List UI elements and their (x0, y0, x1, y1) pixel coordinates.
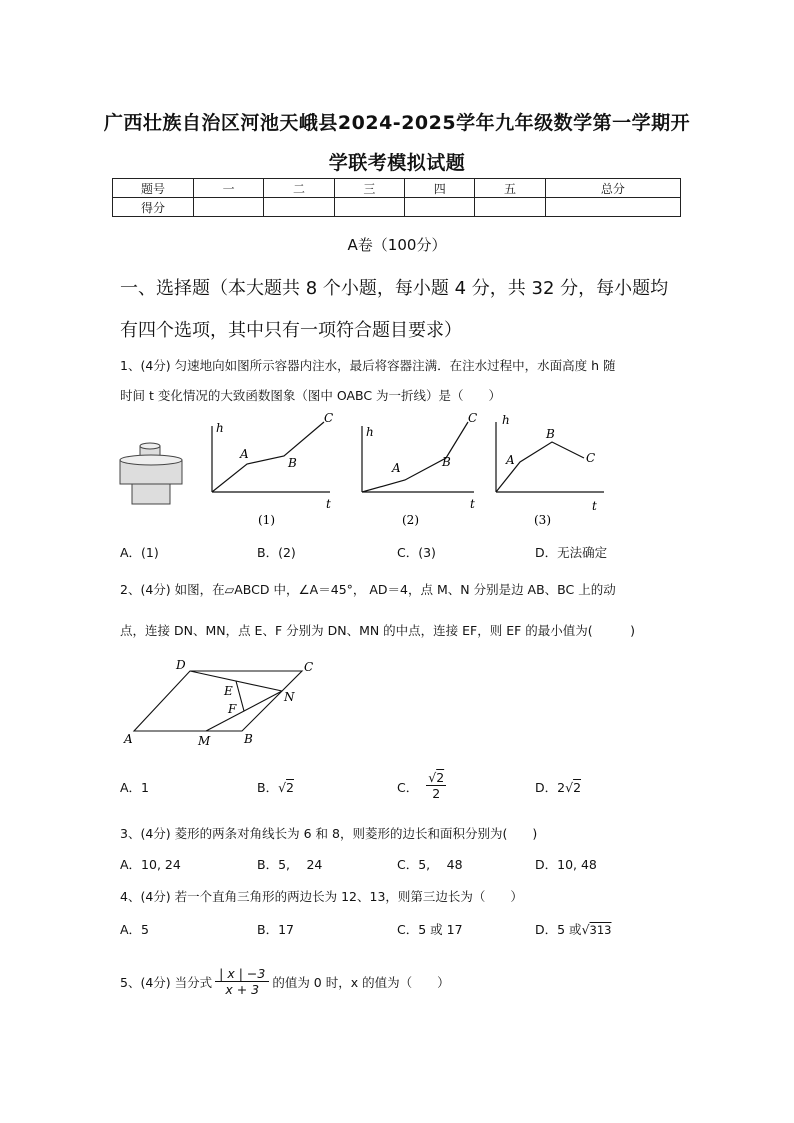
q3-option-a[interactable]: A．10, 24 (120, 857, 181, 872)
graph-1-point-c: C (324, 411, 334, 425)
q4-option-b[interactable]: B．17 (257, 922, 294, 937)
graph-1 (212, 422, 330, 492)
q2-option-b-label: B． (257, 780, 279, 795)
score-cell[interactable] (334, 198, 404, 217)
point-m: M (198, 734, 211, 748)
point-d: D (176, 658, 186, 672)
graph-1-t-label: t (326, 497, 331, 511)
q2-option-c-numerator: 2 (436, 770, 445, 785)
q4-option-a[interactable]: A．5 (120, 922, 150, 937)
q1-option-a[interactable]: A．(1) (120, 545, 159, 560)
q4-option-c[interactable]: C．5 或 17 (397, 922, 463, 937)
score-header-cell: 一 (194, 179, 264, 198)
q2-option-c-fraction (426, 770, 446, 801)
score-cell[interactable] (475, 198, 545, 217)
score-cell[interactable] (545, 198, 680, 217)
q5-numerator: | x | −3 (215, 966, 269, 982)
score-table (112, 178, 681, 217)
graph-2-point-c: C (468, 411, 478, 425)
graph-3-point-b: B (546, 427, 555, 441)
graph-1-polyline (212, 422, 324, 492)
score-header-cell: 三 (334, 179, 404, 198)
graph-3-caption: (3) (534, 513, 551, 527)
score-cell[interactable] (194, 198, 264, 217)
q3-text: 3、(4分) 菱形的两条对角线长为 6 和 8，则菱形的边长和面积分别为( ) (120, 826, 538, 841)
sqrt-icon: √ (278, 780, 287, 795)
section-1-heading-line-2: 有四个选项，其中只有一项符合题目要求） (120, 320, 462, 341)
q2-option-d-coef: 2 (557, 780, 566, 795)
q1-text-line-1: 1、(4分) 匀速地向如图所示容器内注水，最后将容器注满．在注水过程中，水面高度 h 随 (120, 358, 616, 373)
score-header-cell: 五 (475, 179, 545, 198)
q5-prefix: 5、(4分) 当分式 (120, 974, 213, 990)
q5-text (120, 966, 450, 997)
point-c: C (304, 660, 314, 674)
sqrt-icon: √ (581, 922, 590, 937)
q2-option-d-label: D． (535, 780, 558, 795)
q3-option-c[interactable]: C．5, 48 (397, 857, 463, 872)
point-n: N (284, 690, 295, 704)
graph-2-t-label: t (470, 497, 475, 511)
q5-denominator: x + 3 (225, 982, 260, 997)
graph-1-caption: (1) (258, 513, 275, 527)
parallelogram-abcd (134, 671, 302, 731)
graph-3-t-label: t (592, 499, 597, 513)
score-header-cell: 题号 (113, 179, 194, 198)
q4-option-d-radicand: 313 (589, 923, 612, 937)
q2-parallelogram-figure (118, 655, 328, 750)
q1-option-c[interactable]: C．(3) (397, 545, 436, 560)
q2-option-c-label: C． (397, 780, 419, 795)
q2-option-a[interactable]: A．1 (120, 780, 150, 795)
q4-text: 4、(4分) 若一个直角三角形的两边长为 12、13，则第三边长为（ ） (120, 889, 523, 904)
q3-option-b[interactable]: B．5, 24 (257, 857, 323, 872)
graph-1-point-b: B (288, 456, 297, 470)
sqrt-icon: √ (565, 780, 574, 795)
sqrt-icon: √ (428, 770, 437, 785)
graph-3-point-a: A (506, 453, 515, 467)
section-1-heading-line-1: 一、选择题（本大题共 8 个小题，每小题 4 分，共 32 分，每小题均 (120, 278, 669, 299)
graph-2-caption: (2) (402, 513, 419, 527)
q4-option-d-label: D．5 或 (535, 922, 582, 937)
q2-text-line-2: 点，连接 DN、MN，点 E、F 分别为 DN、MN 的中点，连接 EF，则 EF 的最小值为( ) (120, 623, 636, 638)
score-header-cell: 总分 (545, 179, 680, 198)
graph-2-point-a: A (392, 461, 401, 475)
graph-2-h-label: h (366, 425, 374, 439)
graph-1-point-a: A (240, 447, 249, 461)
graph-3-point-c: C (586, 451, 596, 465)
q4-option-d[interactable] (535, 920, 611, 938)
q2-option-c-denominator: 2 (432, 786, 441, 801)
q2-option-b-radicand: 2 (286, 780, 294, 795)
score-header-cell: 四 (405, 179, 475, 198)
graph-2 (362, 422, 474, 492)
score-table-header-row (113, 179, 681, 198)
graph-2-point-b: B (442, 455, 451, 469)
q2-option-d[interactable] (535, 778, 581, 796)
q3-option-d[interactable]: D．10, 48 (535, 857, 597, 872)
title-line-1: 广西壮族自治区河池天峨县2024-2025学年九年级数学第一学期开 (103, 112, 691, 134)
score-table-row (113, 198, 681, 217)
segment-ef (236, 681, 244, 711)
score-cell[interactable] (405, 198, 475, 217)
title-line-2: 学联考模拟试题 (328, 152, 466, 174)
q2-text-line-1: 2、(4分) 如图，在▱ABCD 中，∠A＝45°， AD＝4，点 M、N 分别是边 AB、BC 上的动 (120, 582, 616, 597)
point-a: A (124, 732, 133, 746)
score-cell[interactable] (264, 198, 334, 217)
q2-option-b[interactable] (257, 778, 294, 796)
score-row-label: 得分 (113, 198, 194, 217)
q1-option-d[interactable]: D．无法确定 (535, 545, 608, 560)
point-b: B (244, 732, 253, 746)
score-header-cell: 二 (264, 179, 334, 198)
q1-option-b[interactable]: B．(2) (257, 545, 296, 560)
q1-figure (112, 410, 612, 535)
graph-1-h-label: h (216, 421, 224, 435)
q2-option-c[interactable] (397, 770, 446, 801)
point-e: E (224, 684, 233, 698)
graph-3-h-label: h (502, 413, 510, 427)
point-f: F (228, 702, 237, 716)
volume-heading: A卷（100分） (347, 236, 447, 254)
q2-option-d-radicand: 2 (573, 780, 582, 795)
q5-fraction (215, 966, 269, 997)
container-illustration (120, 443, 182, 504)
q1-text-line-2: 时间 t 变化情况的大致函数图象（图中 OABC 为一折线）是（ ） (120, 388, 502, 403)
q5-suffix: 的值为 0 时，x 的值为（ ） (272, 974, 450, 990)
